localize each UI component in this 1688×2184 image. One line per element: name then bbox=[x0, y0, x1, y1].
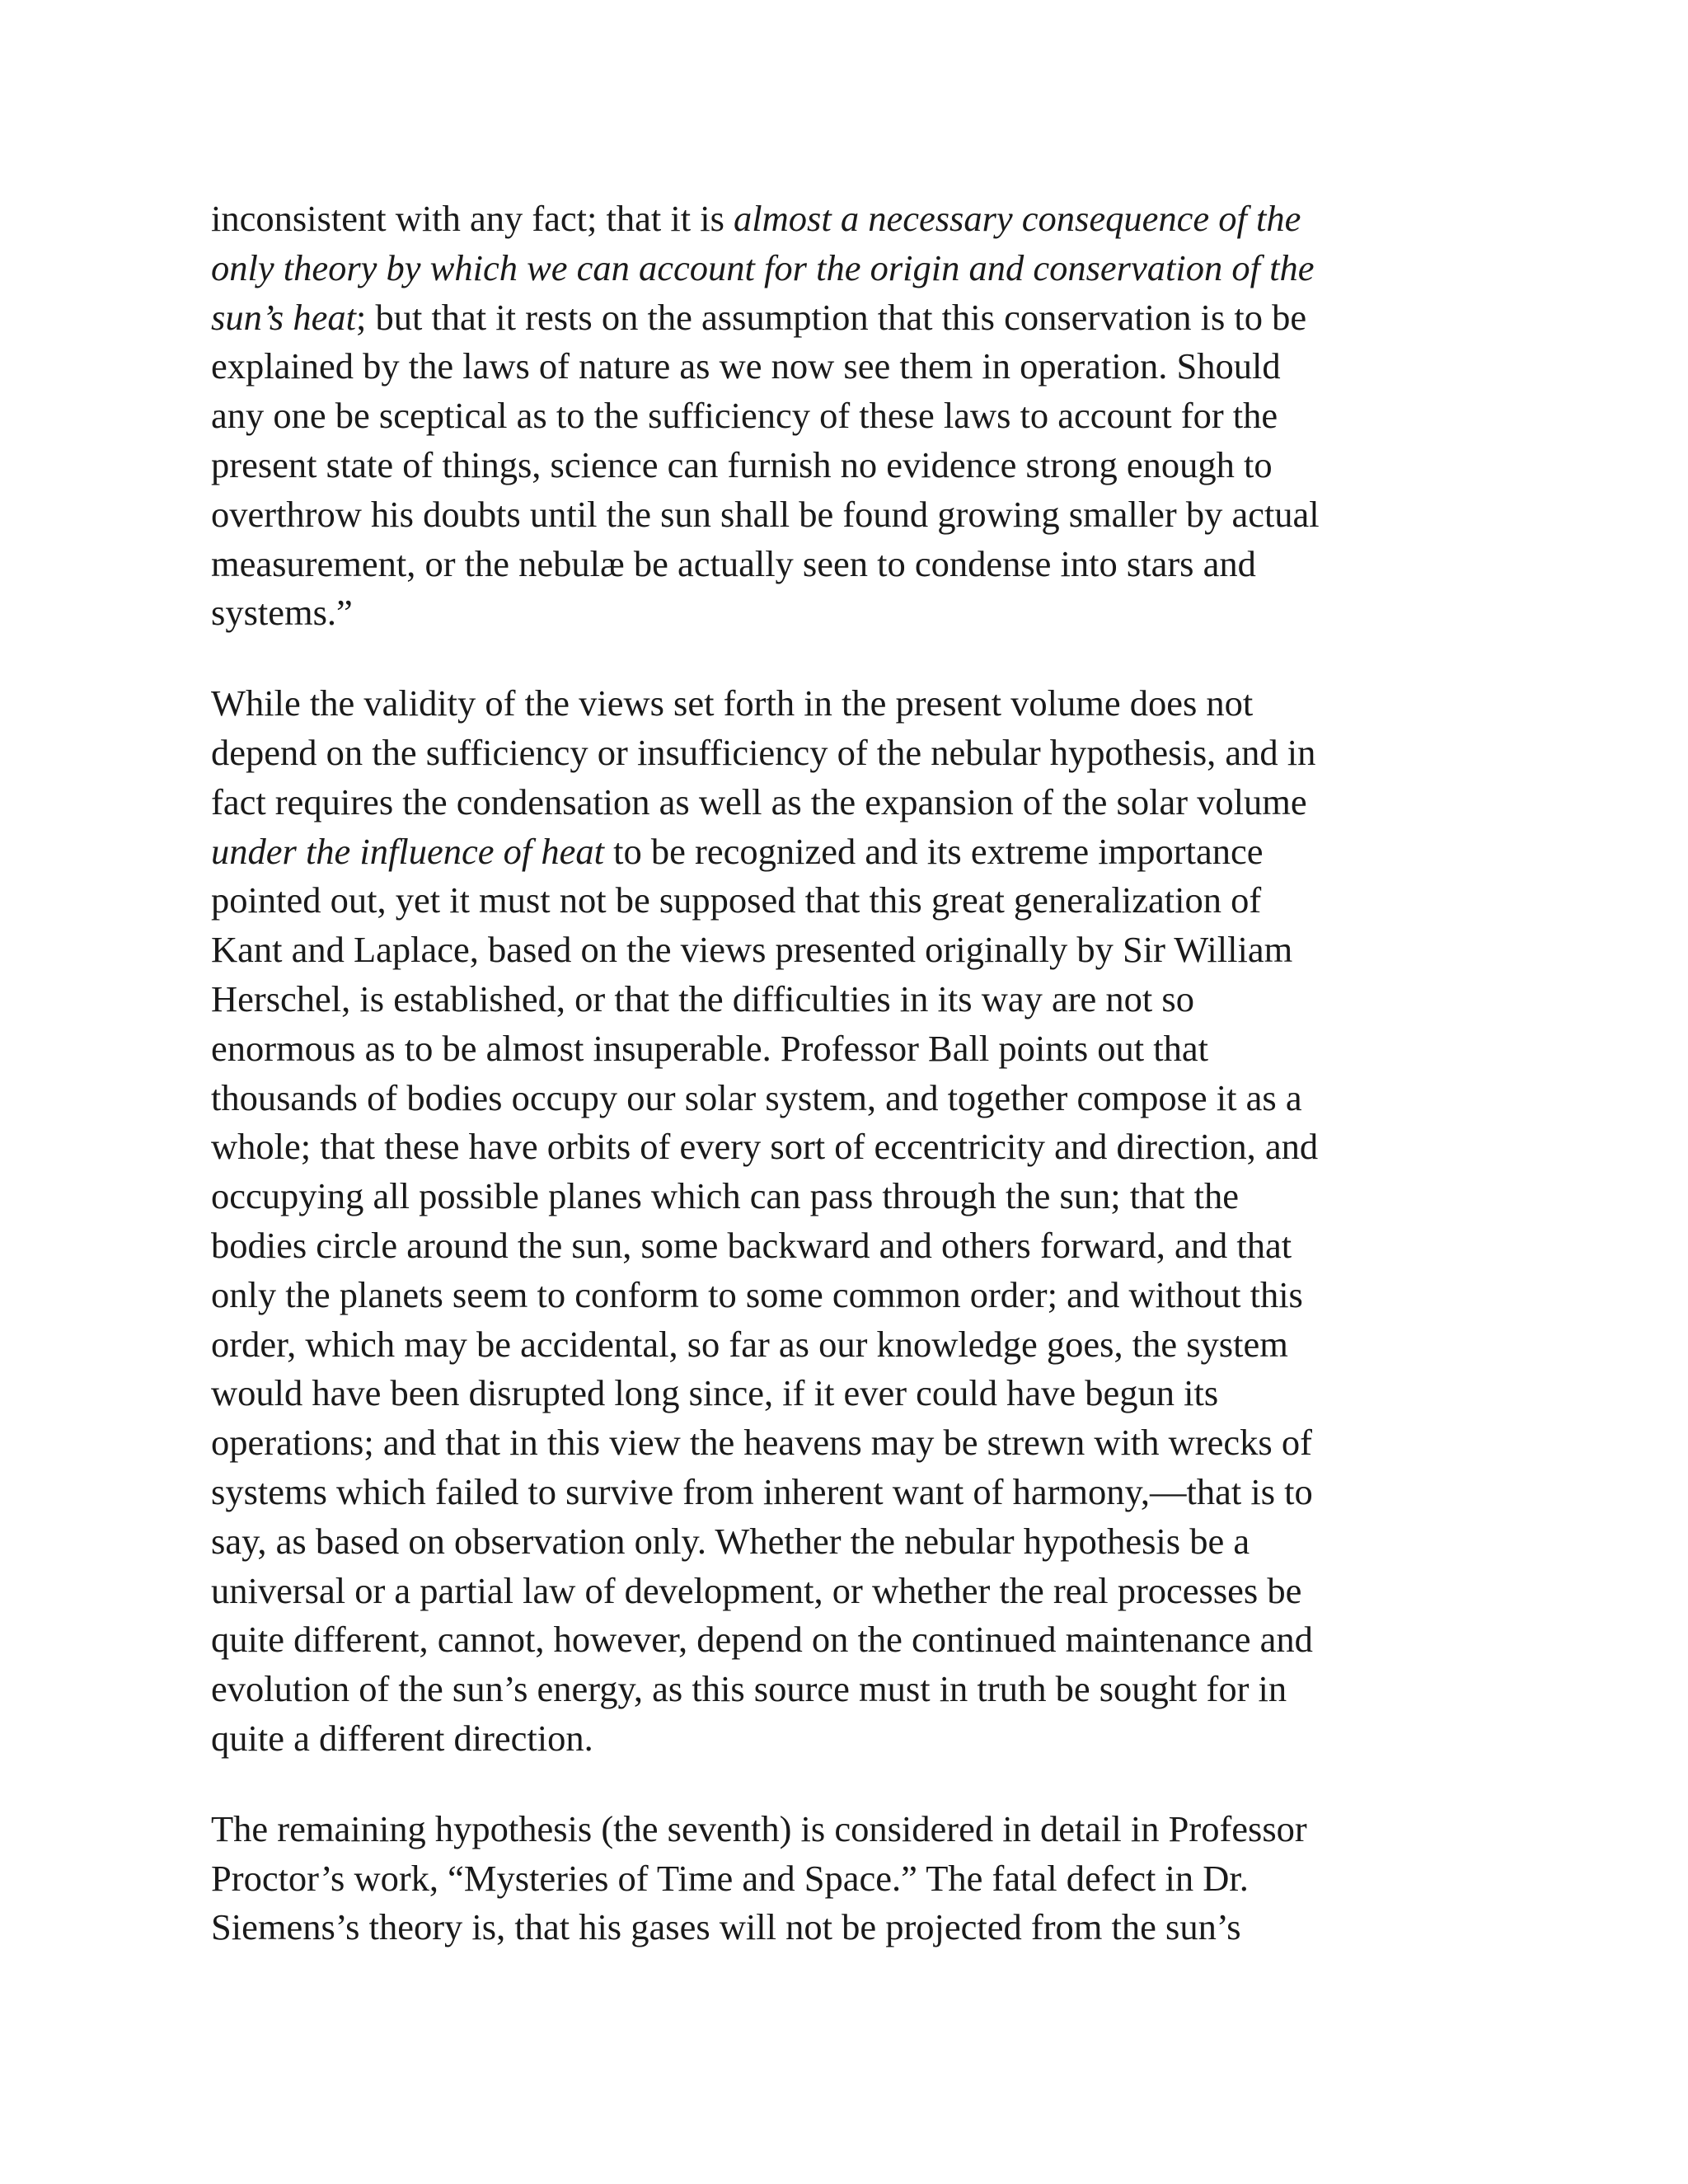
text-run: bodies circle around the sun, some backward and others forward, and that bbox=[211, 1224, 1292, 1266]
text-line bbox=[211, 778, 1497, 827]
text-run: overthrow his doubts until the sun shall be found growing smaller by actual bbox=[211, 493, 1320, 535]
text-run: While the validity of the views set forth in the present volume does not bbox=[211, 682, 1254, 724]
text-line bbox=[211, 342, 1497, 391]
text-run: ; but that it rests on the assumption that this conservation is to be bbox=[355, 296, 1307, 338]
italic-text: almost a necessary consequence of the bbox=[734, 198, 1301, 239]
text-line bbox=[211, 1714, 1497, 1764]
paragraph bbox=[211, 194, 1497, 638]
text-line bbox=[211, 876, 1497, 926]
italic-text: under the influence of heat bbox=[211, 830, 605, 872]
text-line bbox=[211, 1221, 1497, 1271]
text-run: Herschel, is established, or that the difficulties in its way are not so bbox=[211, 977, 1194, 1019]
text-run: explained by the laws of nature as we now see them in operation. Should bbox=[211, 345, 1281, 387]
text-line bbox=[211, 975, 1497, 1024]
text-line bbox=[211, 588, 1497, 638]
text-line bbox=[211, 1517, 1497, 1567]
text-line bbox=[211, 1418, 1497, 1468]
text-line bbox=[211, 827, 1497, 877]
text-run: measurement, or the nebulæ be actually seen to condense into stars and bbox=[211, 542, 1256, 584]
text-run: occupying all possible planes which can pass through the sun; that the bbox=[211, 1175, 1239, 1217]
text-run: whole; that these have orbits of every sort of eccentricity and direction, and bbox=[211, 1126, 1319, 1168]
text-line bbox=[211, 244, 1497, 293]
text-line bbox=[211, 540, 1497, 589]
text-line bbox=[211, 1903, 1497, 1952]
text-line bbox=[211, 441, 1497, 490]
text-run: quite different, cannot, however, depend on the continued maintenance and bbox=[211, 1619, 1313, 1661]
text-run: Kant and Laplace, based on the views presented originally by Sir William bbox=[211, 929, 1293, 971]
text-run: Siemens’s theory is, that his gases will not be projected from the sun’s bbox=[211, 1906, 1241, 1948]
text-run: quite a different direction. bbox=[211, 1717, 593, 1759]
paragraph bbox=[211, 1805, 1497, 1952]
italic-text: only theory by which we can account for the origin and conservation of the bbox=[211, 246, 1315, 288]
text-run: The remaining hypothesis (the seventh) is considered in detail in Professor bbox=[211, 1807, 1307, 1849]
text-run: thousands of bodies occupy our solar system, and together compose it as a bbox=[211, 1076, 1302, 1118]
text-run: only the planets seem to conform to some common order; and without this bbox=[211, 1273, 1303, 1315]
text-line bbox=[211, 1320, 1497, 1370]
text-line bbox=[211, 194, 1497, 244]
text-line bbox=[211, 1615, 1497, 1665]
text-line bbox=[211, 1665, 1497, 1714]
italic-text: sun’s heat bbox=[211, 296, 356, 338]
text-run: say, as based on observation only. Whether the nebular hypothesis be a bbox=[211, 1520, 1250, 1562]
text-run: inconsistent with any fact; that it is bbox=[211, 198, 734, 239]
text-line bbox=[211, 1468, 1497, 1517]
text-run: fact requires the condensation as well as the expansion of the solar volume bbox=[211, 780, 1307, 823]
text-line bbox=[211, 490, 1497, 540]
text-run: would have been disrupted long since, if it ever could have begun its bbox=[211, 1372, 1219, 1414]
text-run: operations; and that in this view the heavens may be strewn with wrecks of bbox=[211, 1422, 1312, 1464]
text-line bbox=[211, 293, 1497, 343]
text-line bbox=[211, 926, 1497, 975]
text-line bbox=[211, 1567, 1497, 1616]
text-line bbox=[211, 1172, 1497, 1221]
text-line bbox=[211, 1805, 1497, 1854]
text-run: depend on the sufficiency or insufficiency of the nebular hypothesis, and in bbox=[211, 731, 1316, 773]
text-line bbox=[211, 391, 1497, 441]
text-line bbox=[211, 1024, 1497, 1074]
text-run: any one be sceptical as to the sufficiency of these laws to account for the bbox=[211, 395, 1278, 437]
text-run: to be recognized and its extreme importance bbox=[604, 830, 1264, 872]
text-line bbox=[211, 1122, 1497, 1172]
paragraph bbox=[211, 679, 1497, 1764]
page-body bbox=[211, 194, 1497, 1994]
text-line bbox=[211, 1854, 1497, 1904]
text-line bbox=[211, 1074, 1497, 1123]
text-line bbox=[211, 1369, 1497, 1418]
text-run: evolution of the sun’s energy, as this source must in truth be sought for in bbox=[211, 1668, 1287, 1710]
text-run: pointed out, yet it must not be supposed that this great generalization of bbox=[211, 879, 1262, 921]
text-line bbox=[211, 729, 1497, 778]
text-run: present state of things, science can furnish no evidence strong enough to bbox=[211, 443, 1273, 485]
text-line bbox=[211, 679, 1497, 729]
text-line bbox=[211, 1271, 1497, 1320]
text-run: systems.” bbox=[211, 592, 353, 634]
text-run: order, which may be accidental, so far as our knowledge goes, the system bbox=[211, 1323, 1288, 1365]
text-run: systems which failed to survive from inherent want of harmony,—that is to bbox=[211, 1470, 1313, 1512]
text-run: universal or a partial law of development, or whether the real processes be bbox=[211, 1569, 1302, 1611]
text-run: Proctor’s work, “Mysteries of Time and Space.” The fatal defect in Dr. bbox=[211, 1857, 1249, 1899]
text-run: enormous as to be almost insuperable. Professor Ball points out that bbox=[211, 1027, 1208, 1069]
